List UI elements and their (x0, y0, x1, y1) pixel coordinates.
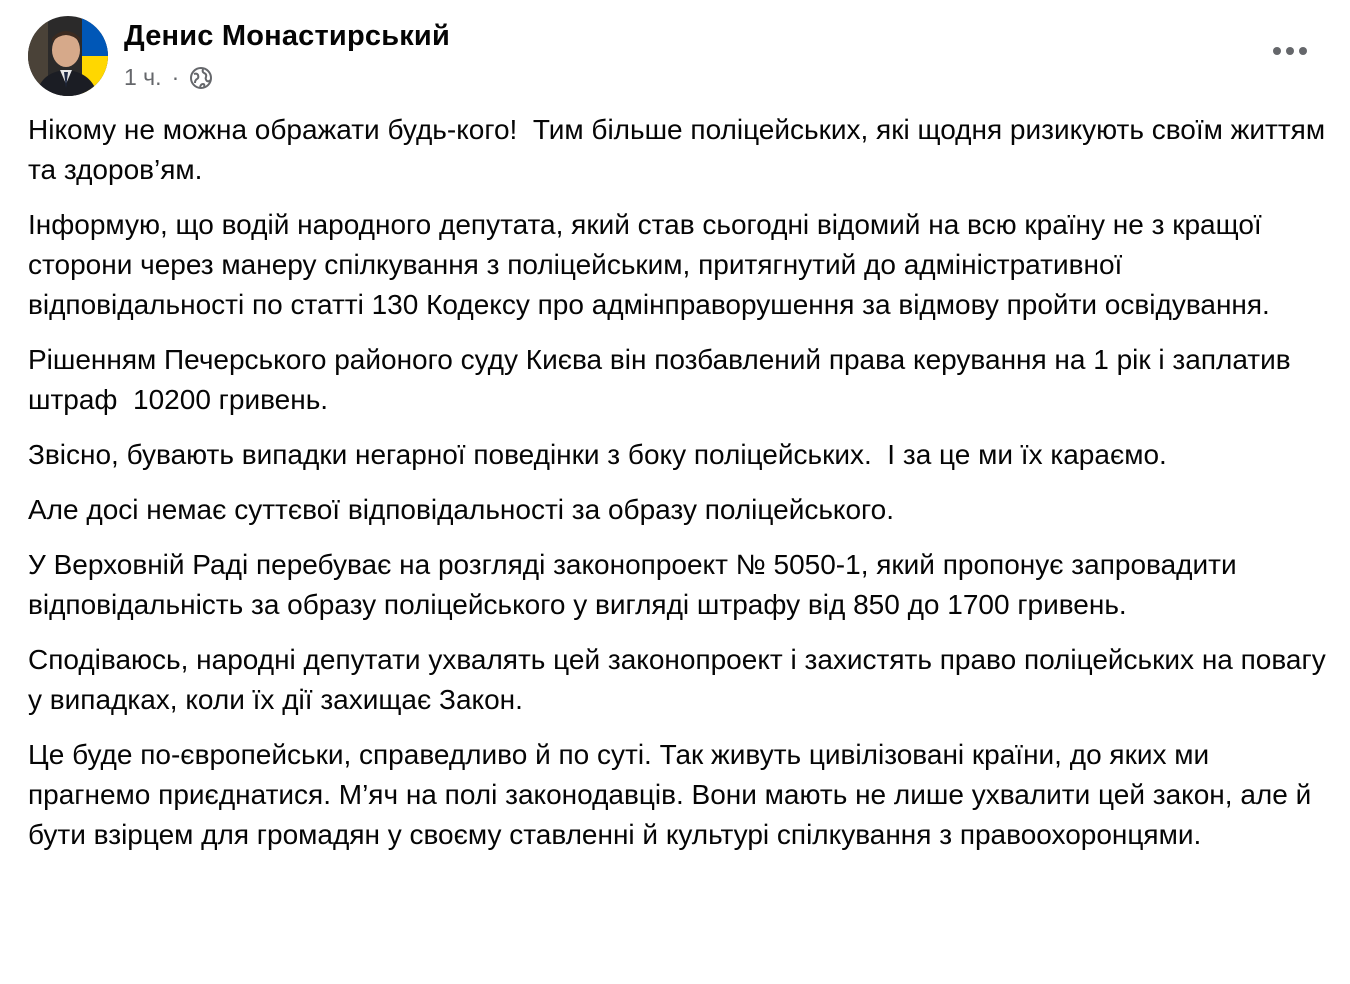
post-header (28, 16, 1322, 96)
post-paragraph: Рішенням Печерського районого суду Києва він позбавлений права керування на 1 рік і заплатив штраф 10200 гривень. (28, 344, 1299, 415)
post-paragraph: Але досі немає суттєвої відповідальності за образу поліцейського. (28, 494, 895, 525)
post-paragraph: Нікому не можна ображати будь-кого! Тим більше поліцейських, які щодня ризикують своїм життям та здоров’ям. (28, 114, 1333, 185)
post-text (28, 110, 1334, 870)
more-horizontal-icon (1272, 46, 1308, 56)
avatar-photo (28, 16, 108, 96)
post-meta (124, 64, 213, 91)
post-timestamp[interactable]: 1 ч. (124, 64, 162, 90)
author-avatar[interactable] (28, 16, 108, 96)
post-paragraph: Звісно, бувають випадки негарної поведінки з боку поліцейських. І за це ми їх караємо. (28, 439, 1167, 470)
globe-icon (189, 66, 213, 90)
meta-separator: · (171, 64, 180, 90)
post-paragraph: Сподіваюсь, народні депутати ухвалять цей законопроект і захистять право поліцейських на повагу у випадках, коли їх дії захищає Закон. (28, 644, 1334, 715)
author-name[interactable]: Денис Монастирський (124, 20, 450, 52)
more-options-button[interactable] (1270, 38, 1310, 64)
post-paragraph: Інформую, що водій народного депутата, який став сьогодні відомий на всю країну не з кращої сторони через манеру спілкування з поліцейським, притягнутий до адміністративної відповідальності по статті 130 Кодексу про адмінправорушення за відмову пройти освідування. (28, 209, 1270, 320)
post-paragraph: Це буде по-європейськи, справедливо й по суті. Так живуть цивілізовані країни, до яких ми прагнемо приєднатися. М’яч на полі законодавців. Вони мають не лише ухвалити цей закон, але й бути взірцем для громадян у своєму ставленні й культурі спілкування з правоохоронцями. (28, 739, 1320, 850)
post-paragraph: У Верховній Раді перебуває на розгляді законопроект № 5050-1, який пропонує запровадити відповідальність за образу поліцейського у вигляді штрафу від 850 до 1700 гривень. (28, 549, 1245, 620)
